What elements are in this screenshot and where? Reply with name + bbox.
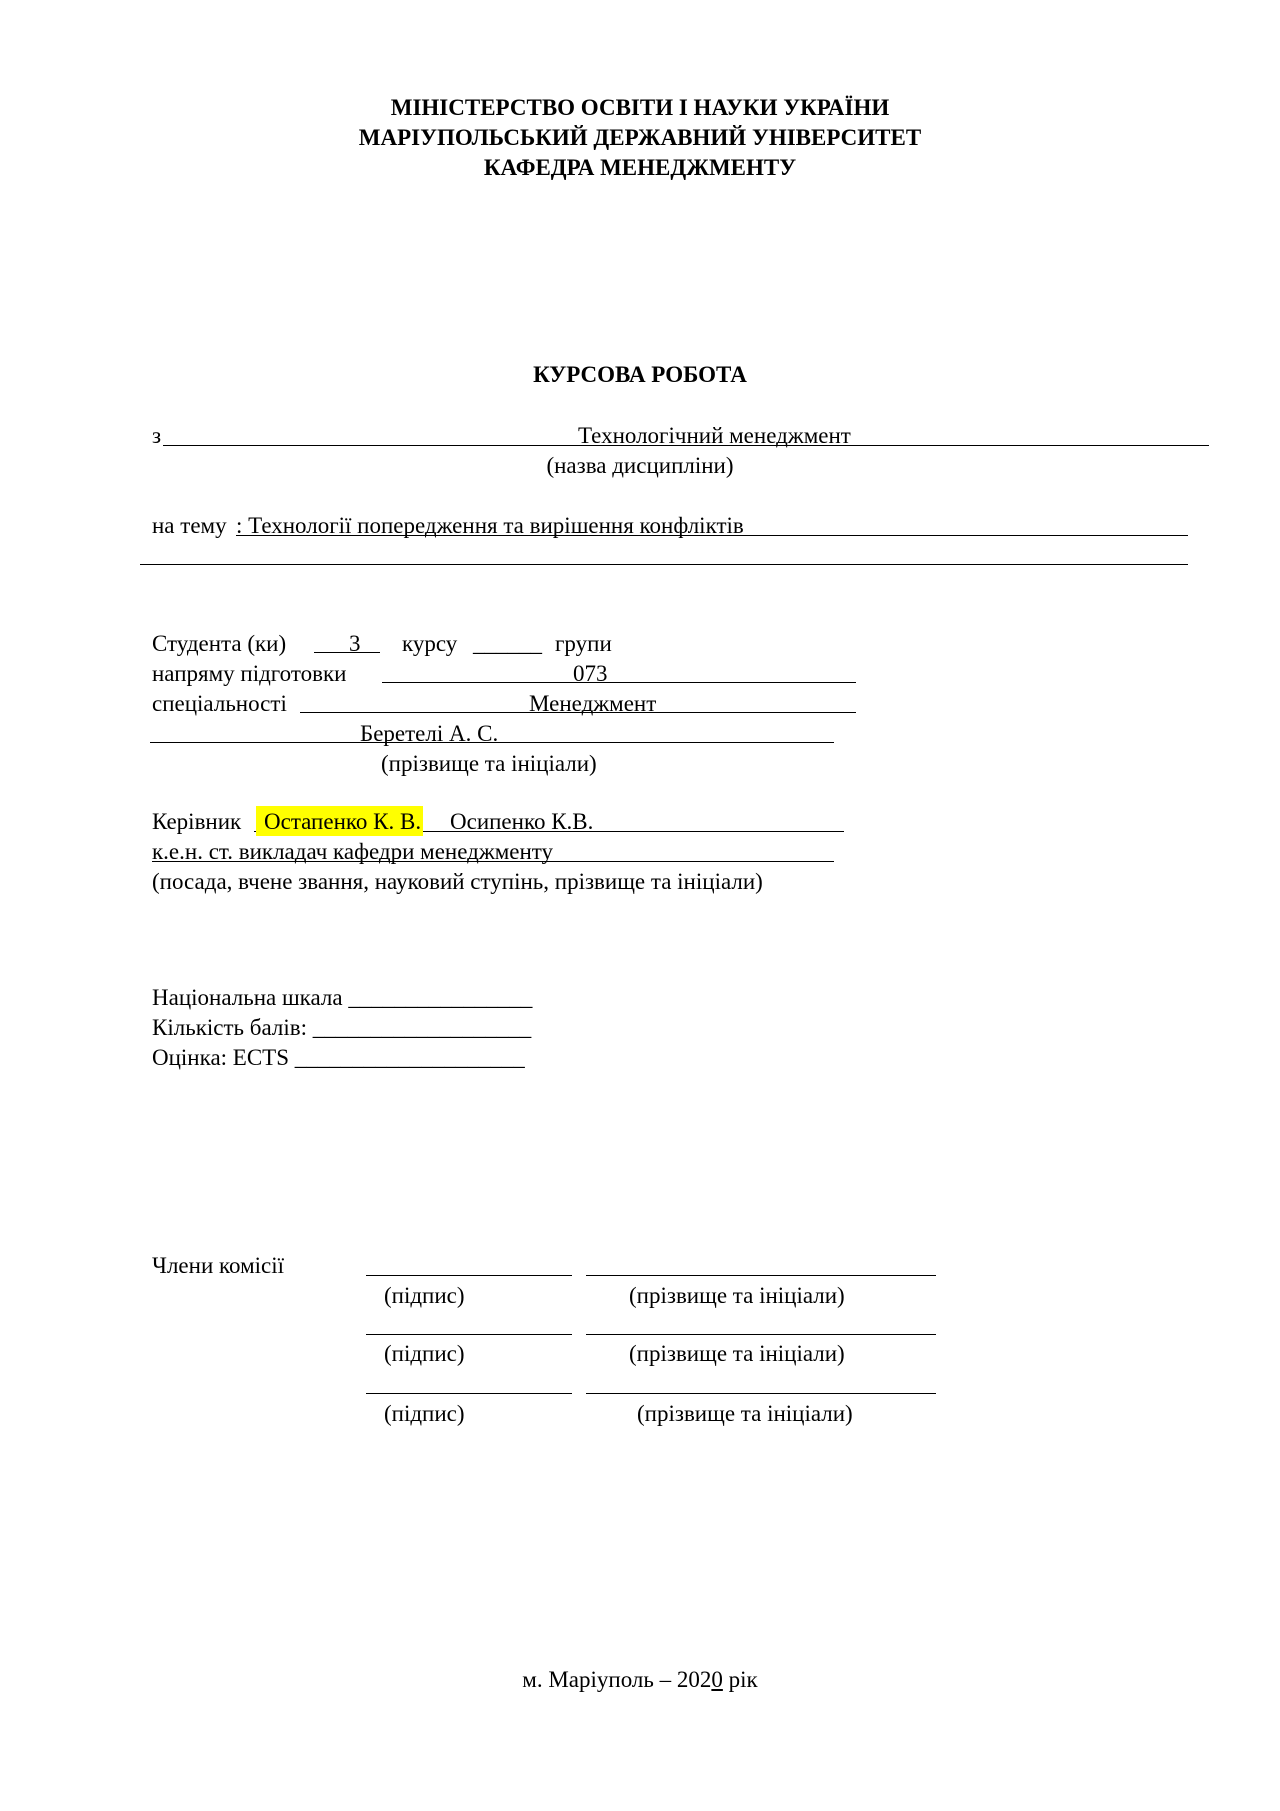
student-label: Студента (ки) [152, 631, 287, 656]
signature-line [366, 1334, 572, 1335]
supervisor-position: к.е.н. ст. викладач кафедри менеджменту [152, 839, 554, 864]
name-line [586, 1393, 936, 1394]
specialty-label: спеціальності [152, 691, 287, 716]
direction-value: 073 [573, 661, 608, 686]
name-line [586, 1334, 936, 1335]
city-year-footer [0, 1668, 1280, 1691]
supervisor-label: Керівник [152, 809, 242, 834]
university-heading: МАРІУПОЛЬСЬКИЙ ДЕРЖАВНИЙ УНІВЕРСИТЕТ [358, 125, 922, 150]
student-name: Беретелі А. С. [360, 721, 499, 746]
department-heading: КАФЕДРА МЕНЕДЖМЕНТУ [483, 155, 797, 180]
national-scale: Національна шкала ________________ [152, 985, 533, 1010]
discipline-prefix: з [152, 423, 162, 448]
topic-value: : Технології попередження та вирішення конфліктів [236, 513, 744, 538]
name-caption: (прізвище та ініціали) [629, 1341, 845, 1366]
signature-line [366, 1275, 572, 1276]
specialty-value: Менеджмент [529, 691, 657, 716]
signature-caption: (підпис) [384, 1341, 465, 1366]
topic-second-underline [140, 564, 1188, 565]
group-blank: ______ [473, 631, 542, 656]
supervisor-name-extra: Осипенко К.В. [450, 809, 594, 834]
ministry-heading: МІНІСТЕРСТВО ОСВІТИ І НАУКИ УКРАЇНИ [390, 95, 890, 120]
group-label: групи [555, 631, 612, 656]
direction-label: напряму підготовки [152, 661, 347, 686]
document-title: КУРСОВА РОБОТА [533, 362, 747, 387]
discipline-caption: (назва дисципліни) [546, 453, 734, 478]
year-suffix: рік [722, 1667, 758, 1692]
ects-grade: Оцінка: ECTS ____________________ [152, 1045, 525, 1070]
signature-caption: (підпис) [384, 1283, 465, 1308]
course-label: курсу [402, 631, 458, 656]
course-underline [314, 652, 380, 653]
supervisor-name-highlighted: Остапенко К. В. [256, 806, 423, 836]
course-value: 3 [349, 631, 361, 656]
year-digit: 0 [711, 1667, 723, 1692]
name-caption: (прізвище та ініціали) [637, 1401, 853, 1426]
signature-caption: (підпис) [384, 1401, 465, 1426]
city-year-text: м. Маріуполь – 202 [522, 1667, 712, 1692]
student-name-caption: (прізвище та ініціали) [381, 751, 597, 776]
commission-label: Члени комісії [152, 1253, 285, 1278]
name-line [586, 1275, 936, 1276]
supervisor-caption: (посада, вчене звання, науковий ступінь, прізвище та ініціали) [152, 869, 763, 894]
topic-label: на тему [152, 513, 227, 538]
discipline-value: Технологічний менеджмент [578, 423, 851, 448]
direction-underline [382, 682, 856, 683]
name-caption: (прізвище та ініціали) [629, 1283, 845, 1308]
points-count: Кількість балів: ___________________ [152, 1015, 532, 1040]
signature-line [366, 1393, 572, 1394]
